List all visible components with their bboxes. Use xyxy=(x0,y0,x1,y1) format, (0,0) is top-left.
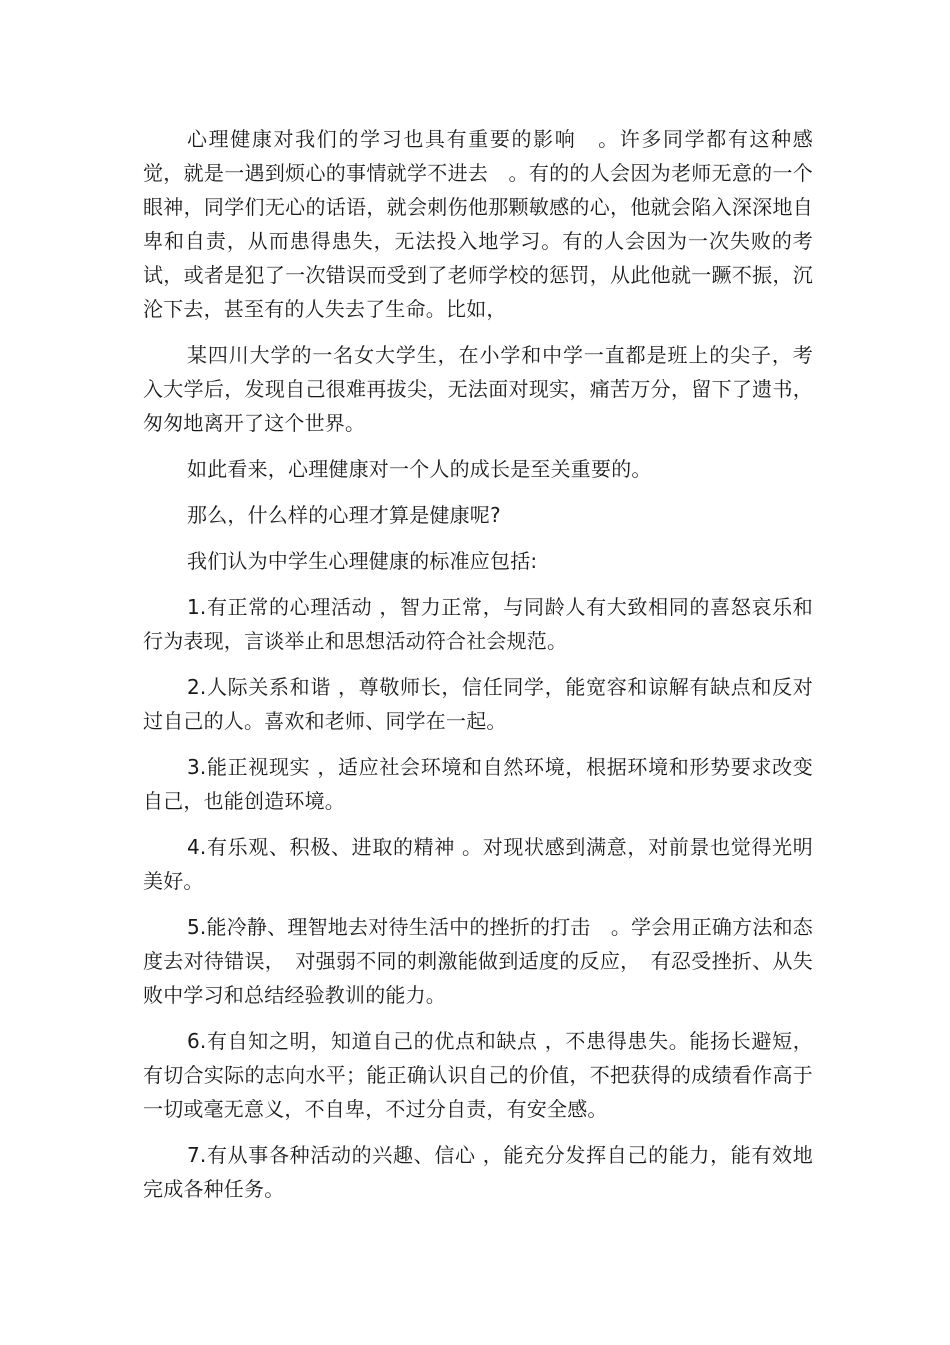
list-item-3: 3.能正视现实 ，适应社会环境和自然环境，根据环境和形势要求改变自己，也能创造环境。 xyxy=(143,755,813,813)
list-item-4: 4.有乐观、积极、进取的精神 。对现状感到满意，对前景也觉得光明美好。 xyxy=(143,835,813,893)
list-item-2: 2.人际关系和谐 ，尊敬师长，信任同学，能宽容和谅解有缺点和反对过自己的人。喜欢和老师、同学在一起。 xyxy=(143,675,813,733)
paragraph-intro: 心理健康对我们的学习也具有重要的影响 。许多同学都有这种感觉，就是一遇到烦心的事情就学不进去 。有的的人会因为老师无意的一个眼神，同学们无心的话语，就会刺伤他那颗敏感的心，他就会陷入深深地自卑和自责，从而患得患失，无法投入地学习。有的人会因为一次失败的考试，或者是犯了一次错误而受到了老师学校的惩罚，从此他就一蹶不振，沉沦下去，甚至有的人失去了生命。比如， xyxy=(143,127,813,321)
paragraph-conclusion: 如此看来，心理健康对一个人的成长是至关重要的。 xyxy=(187,457,652,481)
list-item-7: 7.有从事各种活动的兴趣、信心 ，能充分发挥自己的能力，能有效地完成各种任务。 xyxy=(143,1143,813,1201)
list-item-5: 5.能冷静、理智地去对待生活中的挫折的打击 。学会用正确方法和态度去对待错误， 对强弱不同的刺激能做到适度的反应， 有忍受挫折、从失败中学习和总结经验教训的能力。 xyxy=(143,915,813,1007)
paragraph-question: 那么，什么样的心理才算是健康呢? xyxy=(187,503,501,527)
paragraph-standards-intro: 我们认为中学生心理健康的标准应包括: xyxy=(187,549,538,573)
document-body xyxy=(143,122,813,1218)
paragraph-example: 某四川大学的一名女大学生，在小学和中学一直都是班上的尖子，考入大学后，发现自己很难再拔尖，无法面对现实，痛苦万分，留下了遗书，匆匆地离开了这个世界。 xyxy=(143,343,813,435)
list-item-6: 6.有自知之明，知道自己的优点和缺点 ，不患得患失。能扬长避短，有切合实际的志向水平；能正确认识自己的价值，不把获得的成绩看作高于一切或毫无意义，不自卑，不过分自责，有安全感。 xyxy=(143,1029,813,1121)
list-item-1: 1.有正常的心理活动 ，智力正常，与同龄人有大致相同的喜怒哀乐和行为表现，言谈举止和思想活动符合社会规范。 xyxy=(143,595,813,653)
